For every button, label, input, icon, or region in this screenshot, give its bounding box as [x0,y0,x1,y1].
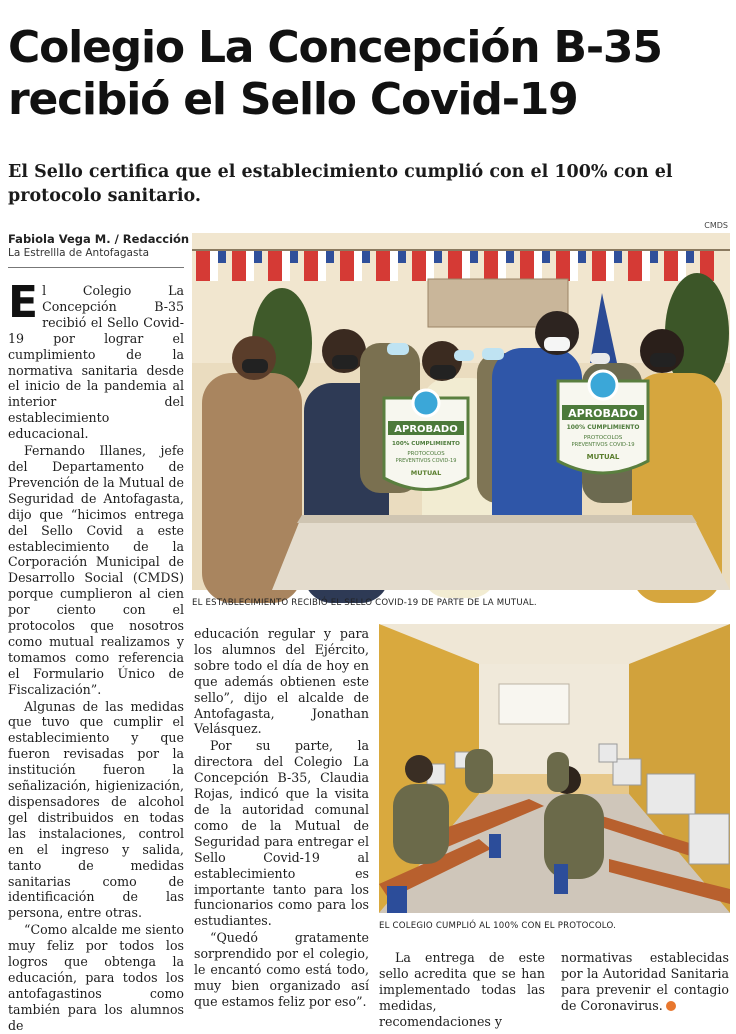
svg-text:PROTOCOLOS: PROTOCOLOS [583,435,623,441]
svg-text:APROBADO: APROBADO [568,407,638,420]
outlet-name: La Estrellla de Antofagasta [8,247,150,259]
svg-text:100% CUMPLIMIENTO: 100% CUMPLIMIENTO [392,441,460,447]
article-column-2 [194,626,369,1010]
paragraph: Por su parte, la directora del Colegio La Concepción B-35, Claudia Rojas, indicó que la visita de la autoridad comunal como de la Mutual de Seguridad para entregar el Sello Covid-19 al establecimiento es importante tanto para los funcionarios como para los estudiantes. [194,738,369,929]
paragraph: “Como alcalde me siento muy feliz por todos los logros que obtenga la educación, para todos los antofagastinos como también para los alumnos de [8,922,184,1033]
svg-text:MUTUAL: MUTUAL [586,453,620,461]
aprobado-sign-right [558,371,648,473]
headline [8,22,730,126]
svg-text:MUTUAL: MUTUAL [410,469,442,477]
headline-line-2: recibió el Sello Covid-19 [8,74,578,125]
photo-credit: CMDS [704,221,728,230]
headline-line-1: Colegio La Concepción B-35 [8,22,662,73]
svg-text:PROTOCOLOS: PROTOCOLOS [407,451,445,457]
paragraph: El Colegio La Concepción B-35 recibió el Sello Covid-19 por lograr el cumplimiento de la normativa sanitaria desde el inicio de la pandemia al interior del establecimiento educacional. [8,277,184,442]
svg-text:100% CUMPLIMIENTO: 100% CUMPLIMIENTO [566,424,640,431]
author-byline: Fabiola Vega M. / Redacción [8,232,190,246]
flag-bunting [192,249,730,281]
end-of-article-icon [666,1001,676,1011]
article-column-3a [379,950,545,1030]
article-column-3b [561,950,729,1014]
aprobado-sign-left [384,390,468,490]
ceremony-photo [192,233,730,590]
svg-text:PREVENTIVOS COVID-19: PREVENTIVOS COVID-19 [395,458,457,464]
paragraph: La entrega de este sello acredita que se han implementado todas las medidas, recomendaciones y [379,950,545,1029]
byline-divider [8,267,184,268]
paragraph: Fernando Illanes, jefe del Departamento de Prevención de la Mutual de Seguridad de Antofagasta, dijo que “hicimos entrega del Sello Covid a este establecimiento de la Corporación Municipal de Desarrollo Social (CMDS) porque cumplieron al cien por ciento con el protocolos que nosotros como mutual realizamos y tomamos como referencia el Formulario Único de Fiscalización”. [8,443,184,697]
paragraph: Algunas de las medidas que tuvo que cumplir el establecimiento y que fueron revisadas por la institución fueron la señalización, higienización, dispensadores de alcohol gel distribuidos en todas las instalaciones, control en el ingreso y salida, tanto de medidas sanitarias como de identificación de las persona, entre otras. [8,698,184,921]
paragraph: normativas establecidas por la Autoridad Sanitaria para prevenir el contagio de Coronavirus. [561,950,729,1013]
subheadline: El Sello certifica que el establecimiento cumplió con el 100% con el protocolo sanitario. [8,162,673,206]
paragraph: “Quedó gratamente sorprendido por el colegio, le encantó como está todo, muy bien organizado así que estamos feliz por eso”. [194,930,369,1009]
dropcap: E [8,277,39,328]
photo-caption-1: EL ESTABLECIMIENTO RECIBIÓ EL SELLO COVID-19 DE PARTE DE LA MUTUAL. [192,598,537,608]
svg-text:APROBADO: APROBADO [394,424,458,435]
svg-text:PREVENTIVOS COVID-19: PREVENTIVOS COVID-19 [571,442,635,448]
photo-caption-2: EL COLEGIO CUMPLIÓ AL 100% CON EL PROTOCOLO. [379,921,617,931]
paragraph: educación regular y para los alumnos del Ejército, sobre todo el día de hoy en que además obtienen este sello”, dijo el alcalde de Antofagasta, Jonathan Velásquez. [194,626,369,737]
classroom-photo [379,624,730,913]
article-column-1 [8,277,184,1034]
